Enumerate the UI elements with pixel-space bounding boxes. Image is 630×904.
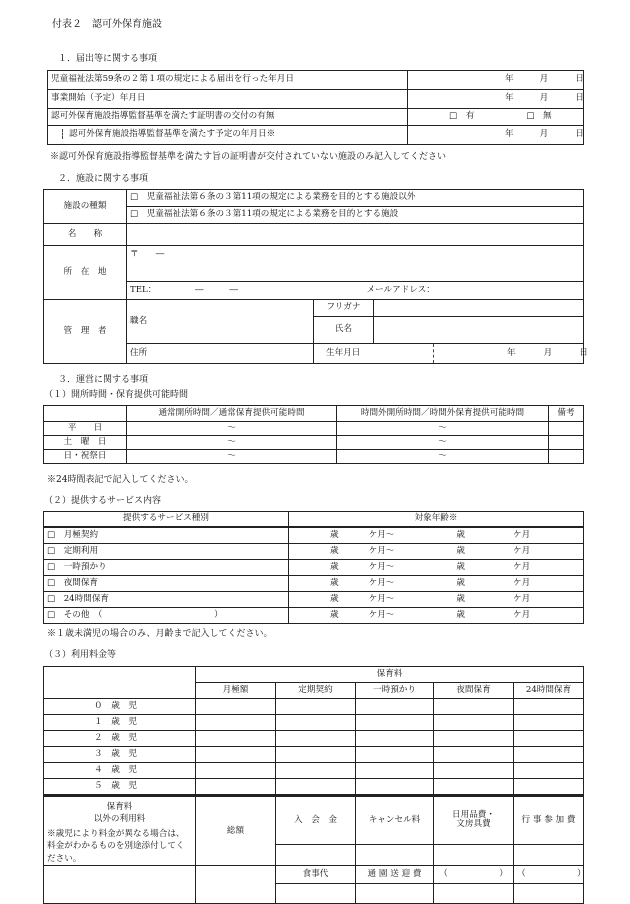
manager-furigana-label: フリガナ: [314, 300, 374, 317]
bus-fee-label: 通 園 送 迎 費: [356, 866, 434, 884]
manager-label: 管 理 者: [44, 300, 127, 364]
hours-weekday-remarks[interactable]: [549, 422, 584, 436]
hours-header-normal: 通常開所時間／通常保育提供可能時間: [127, 406, 337, 422]
other-fees-label-cell: 保育料 以外の利用料 ※歳児により料金が異なる場合は、料金がわかるものを別途添付してください。: [44, 796, 196, 866]
fee-age-label: １ 歳 児: [44, 715, 196, 731]
manager-furigana-field[interactable]: [374, 300, 584, 317]
service-age-field[interactable]: 歳 ケ月～ 歳 ケ月: [289, 560, 584, 576]
other-fees-table: [43, 795, 584, 904]
facility-address-field[interactable]: 〒 ―: [127, 246, 584, 282]
form-title: 付表２ 認可外保育施設: [52, 19, 162, 30]
fee-amount-field[interactable]: [356, 747, 434, 763]
fee-amount-field[interactable]: [434, 699, 514, 715]
other-fee1-label[interactable]: （ ）: [434, 866, 514, 884]
manager-title-label: 職名: [127, 300, 157, 344]
fee-amount-field[interactable]: [514, 779, 584, 795]
facility-address-label: 所 在 地: [44, 246, 127, 300]
start-date-field[interactable]: 年 月 日: [408, 90, 584, 109]
fee-amount-field[interactable]: [356, 763, 434, 779]
supplies-fee-field[interactable]: [434, 844, 514, 866]
service-type-checkbox[interactable]: □ 定期利用: [44, 544, 289, 560]
hours-saturday-remarks[interactable]: [549, 436, 584, 450]
fee-amount-field[interactable]: [276, 731, 356, 747]
section3-heading: ３．運営に関する事項: [58, 375, 149, 385]
hours-weekday-normal[interactable]: ～: [127, 422, 337, 436]
services-subheading: （２）提供するサービス内容: [44, 496, 162, 506]
notification-date-field[interactable]: 年 月 日: [408, 71, 584, 90]
fees-header-blank: [44, 667, 196, 699]
hours-header-remarks: 備考: [549, 406, 584, 422]
other-fees-label-cont: [44, 866, 196, 884]
services-table: [43, 511, 584, 527]
fee-col-header: 月極額: [196, 683, 276, 699]
service-type-checkbox[interactable]: □ その他 （ ）: [44, 608, 289, 624]
hours-saturday-normal[interactable]: ～: [127, 436, 337, 450]
service-type-checkbox[interactable]: □ 月極契約: [44, 528, 289, 544]
fee-amount-field[interactable]: [196, 779, 276, 795]
service-age-field[interactable]: 歳 ケ月～ 歳 ケ月: [289, 608, 584, 624]
fee-amount-field[interactable]: [196, 715, 276, 731]
fee-age-label: ４ 歳 児: [44, 763, 196, 779]
service-age-field[interactable]: 歳 ケ月～ 歳 ケ月: [289, 576, 584, 592]
fee-age-label: ５ 歳 児: [44, 779, 196, 795]
hours-subheading: （１）開所時間・保育提供可能時間: [44, 390, 189, 400]
fee-age-label: ０ 歳 児: [44, 699, 196, 715]
fee-amount-field[interactable]: [356, 699, 434, 715]
notification-date-label: 児童福祉法第59条の２第１項の規定による届出を行った年月日: [48, 71, 408, 90]
service-age-field[interactable]: 歳 ケ月～ 歳 ケ月: [289, 528, 584, 544]
hours-holiday-remarks[interactable]: [549, 450, 584, 464]
hours-saturday-extra[interactable]: ～: [337, 436, 549, 450]
service-type-checkbox[interactable]: □ 一時預かり: [44, 560, 289, 576]
facility-type-option1[interactable]: □ 児童福祉法第６条の３第11項の規定による業務を目的とする施設以外: [127, 190, 584, 207]
fee-amount-field[interactable]: [356, 779, 434, 795]
hours-row-holiday: 日・祝祭日: [44, 450, 127, 464]
fees-subheading: （３）利用料金等: [44, 650, 117, 660]
manager-birth-label: 生年月日: [314, 344, 434, 364]
manager-title-field[interactable]: [157, 300, 314, 344]
event-fee-label: 行 事 参 加 費: [514, 796, 584, 844]
other-fee2-field[interactable]: [514, 884, 584, 904]
meal-fee-label: 食事代: [276, 866, 356, 884]
hours-header-blank: [44, 406, 127, 422]
fee-col-header: 一時預かり: [356, 683, 434, 699]
manager-home-label: 住所: [127, 344, 157, 364]
total-field[interactable]: [196, 866, 276, 884]
fee-amount-field[interactable]: [196, 731, 276, 747]
fee-amount-field[interactable]: [276, 747, 356, 763]
facility-type-label: 施設の種類: [44, 190, 127, 224]
service-row: [44, 544, 584, 560]
hours-table: [43, 405, 584, 464]
manager-name-field[interactable]: [374, 317, 584, 344]
service-type-checkbox[interactable]: □ 夜間保育: [44, 576, 289, 592]
other-fee2-label[interactable]: （ ）: [514, 866, 584, 884]
fee-amount-field[interactable]: [434, 779, 514, 795]
hours-row-weekday: 平 日: [44, 422, 127, 436]
fee-amount-field[interactable]: [514, 731, 584, 747]
service-row: [44, 560, 584, 576]
entry-fee-field[interactable]: [276, 844, 356, 866]
service-row: [44, 576, 584, 592]
event-fee-field[interactable]: [514, 844, 584, 866]
notification-table: [47, 70, 584, 145]
manager-name-label: 氏名: [314, 317, 374, 344]
fees-header-title: 保育料: [196, 667, 584, 683]
hours-holiday-extra[interactable]: ～: [337, 450, 549, 464]
other-fee1-field[interactable]: [434, 884, 514, 904]
fee-amount-field[interactable]: [276, 715, 356, 731]
facility-name-field[interactable]: [127, 224, 584, 246]
fee-amount-field[interactable]: [196, 699, 276, 715]
fee-amount-field[interactable]: [356, 731, 434, 747]
fee-amount-field[interactable]: [276, 779, 356, 795]
fee-amount-field[interactable]: [276, 699, 356, 715]
start-date-label: 事業開始（予定）年月日: [48, 90, 408, 109]
fee-amount-field[interactable]: [434, 715, 514, 731]
fee-amount-field[interactable]: [514, 747, 584, 763]
fee-age-row: [44, 715, 584, 731]
service-age-field[interactable]: 歳 ケ月～ 歳 ケ月: [289, 592, 584, 608]
certificate-label: 認可外保育施設指導監督基準を満たす証明書の交付の有無: [48, 109, 408, 126]
certificate-yes-checkbox[interactable]: □ 有: [449, 111, 475, 122]
cancel-fee-label: キャンセル料: [356, 796, 434, 844]
section1-heading: １．届出等に関する事項: [58, 54, 158, 64]
fee-amount-field[interactable]: [514, 763, 584, 779]
services-note: ※１歳未満児の場合のみ、月齢まで記入してください。: [47, 629, 273, 639]
facility-tel-field[interactable]: TEL： ― ―: [127, 282, 364, 300]
certificate-field[interactable]: [408, 109, 584, 126]
services-header-age: 対象年齢※: [289, 512, 584, 527]
fee-amount-field[interactable]: [196, 747, 276, 763]
hours-weekday-extra[interactable]: ～: [337, 422, 549, 436]
section1-note: ※認可外保育施設指導監督基準を満たす旨の証明書が交付されていない施設のみ記入してください: [50, 152, 447, 162]
entry-fee-label: 入 会 金: [276, 796, 356, 844]
service-row: [44, 528, 584, 544]
cancel-fee-field[interactable]: [356, 844, 434, 866]
fee-age-label: ２ 歳 児: [44, 731, 196, 747]
service-type-checkbox[interactable]: □ 24時間保育: [44, 592, 289, 608]
fee-age-row: [44, 763, 584, 779]
fee-col-header: 定期契約: [276, 683, 356, 699]
fee-amount-field[interactable]: [196, 763, 276, 779]
manager-home-field[interactable]: [157, 344, 314, 364]
planned-date-field[interactable]: 年 月 日: [408, 126, 584, 145]
hours-holiday-normal[interactable]: ～: [127, 450, 337, 464]
fee-age-row: [44, 731, 584, 747]
section2-heading: ２．施設に関する事項: [58, 174, 149, 184]
fees-table: [43, 666, 584, 795]
facility-table: [43, 189, 588, 364]
fee-col-header: 24時間保育: [514, 683, 584, 699]
facility-name-label: 名 称: [44, 224, 127, 246]
hours-note: ※24時間表記で記入してください。: [47, 475, 194, 485]
meal-fee-field[interactable]: [276, 884, 356, 904]
fee-amount-field[interactable]: [514, 699, 584, 715]
fee-age-label: ３ 歳 児: [44, 747, 196, 763]
services-header-type: 提供するサービス種別: [44, 512, 289, 527]
fee-amount-field[interactable]: [514, 715, 584, 731]
facility-email-field[interactable]: メールアドレス：: [364, 282, 584, 300]
other-fees-note: ※歳児により料金が異なる場合は、料金がわかるものを別途添付してください。: [47, 828, 185, 864]
manager-birth-field[interactable]: 年 月 日: [434, 344, 584, 364]
planned-date-label: 認可外保育施設指導監督基準を満たす予定の年月日※: [48, 126, 408, 145]
total-field-end[interactable]: [196, 884, 276, 904]
service-age-field[interactable]: 歳 ケ月～ 歳 ケ月: [289, 544, 584, 560]
fee-amount-field[interactable]: [356, 715, 434, 731]
supplies-fee-label: 日用品費・ 文房具費: [434, 796, 514, 844]
fee-amount-field[interactable]: [434, 763, 514, 779]
service-row: [44, 592, 584, 608]
hours-header-extra: 時間外開所時間／時間外保育提供可能時間: [337, 406, 549, 422]
total-label: 総額: [196, 796, 276, 866]
fee-age-row: [44, 699, 584, 715]
fee-age-row: [44, 747, 584, 763]
certificate-no-checkbox[interactable]: □ 無: [526, 111, 552, 122]
hours-row-saturday: 土 曜 日: [44, 436, 127, 450]
fee-amount-field[interactable]: [434, 731, 514, 747]
fee-amount-field[interactable]: [276, 763, 356, 779]
services-rows: [43, 527, 584, 624]
other-fees-label-end: [44, 884, 196, 904]
facility-type-option2[interactable]: □ 児童福祉法第６条の３第11項の規定による業務を目的とする施設: [127, 207, 584, 224]
bus-fee-field[interactable]: [356, 884, 434, 904]
fee-col-header: 夜間保育: [434, 683, 514, 699]
fee-age-row: [44, 779, 584, 795]
fee-amount-field[interactable]: [434, 747, 514, 763]
service-row: [44, 608, 584, 624]
